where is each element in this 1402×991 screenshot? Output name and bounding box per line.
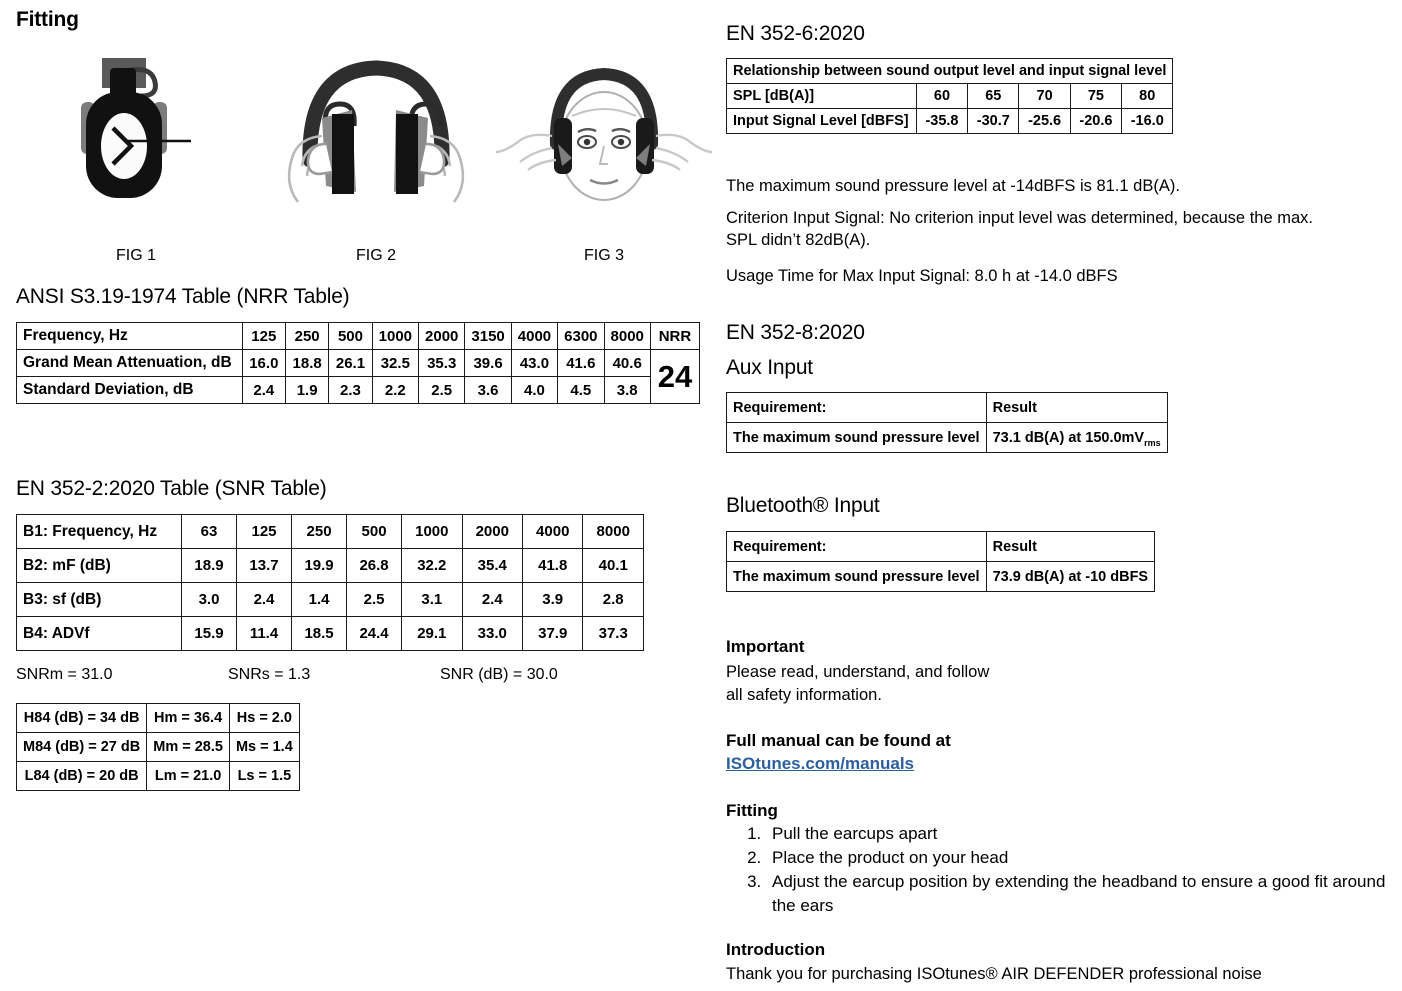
table-cell: 60 xyxy=(916,84,967,109)
bt-row-result: 73.9 dB(A) at -10 dBFS xyxy=(986,562,1155,592)
figure-3-caption: FIG 3 xyxy=(583,247,624,264)
table-cell: 40.6 xyxy=(604,350,650,377)
aux-col-requirement: Requirement: xyxy=(727,393,987,423)
introduction-heading: Introduction xyxy=(726,940,826,959)
table-cell: 3.8 xyxy=(604,377,650,404)
en352-6-row-label: Input Signal Level [dBFS] xyxy=(727,109,917,134)
table-cell: 4.0 xyxy=(511,377,557,404)
figure-1-caption: FIG 1 xyxy=(115,247,156,264)
table-cell: 70 xyxy=(1019,84,1070,109)
table-row xyxy=(727,59,1173,84)
table-cell: 3.6 xyxy=(465,377,511,404)
table-cell: 125 xyxy=(237,515,292,549)
snr-summary-row xyxy=(16,666,644,692)
table-cell: 3150 xyxy=(465,323,511,350)
table-row xyxy=(727,84,1173,109)
table-row xyxy=(727,423,1168,453)
usage-time-note: Usage Time for Max Input Signal: 8.0 h at -14.0 dBFS xyxy=(726,267,1118,285)
table-cell: 80 xyxy=(1122,84,1173,109)
table-row xyxy=(727,562,1155,592)
table-cell: 1000 xyxy=(372,323,418,350)
important-line-2: all safety information. xyxy=(726,686,882,704)
table-cell: Hs = 2.0 xyxy=(229,704,299,733)
fitting-heading-right: Fitting xyxy=(726,801,778,820)
table-cell: 2.3 xyxy=(329,377,372,404)
table-cell: Lm = 21.0 xyxy=(147,762,230,791)
snr-db-value: SNR (dB) = 30.0 xyxy=(440,666,558,683)
hml-table xyxy=(16,703,300,791)
aux-row-result xyxy=(986,423,1167,453)
table-row xyxy=(17,733,300,762)
figure-2 xyxy=(266,40,486,265)
table-row xyxy=(17,762,300,791)
table-cell: 500 xyxy=(329,323,372,350)
snr-row-label: B4: ADVf xyxy=(17,617,182,651)
full-manual-heading: Full manual can be found at xyxy=(726,731,951,750)
table-cell: 29.1 xyxy=(402,617,462,651)
aux-result-subscript: rms xyxy=(1144,437,1161,448)
table-row xyxy=(17,377,700,404)
figure-row xyxy=(16,40,716,265)
table-cell: 18.8 xyxy=(285,350,328,377)
aux-input-heading: Aux Input xyxy=(726,356,813,379)
table-cell: 26.8 xyxy=(347,549,402,583)
table-row xyxy=(17,549,644,583)
table-cell: 1000 xyxy=(402,515,462,549)
en352-6-table xyxy=(726,58,1173,134)
table-cell: 13.7 xyxy=(237,549,292,583)
nrr-value: 24 xyxy=(650,350,699,404)
snr-table xyxy=(16,514,644,651)
list-item: 1. Pull the earcups apart xyxy=(766,822,1394,846)
table-cell: 125 xyxy=(242,323,285,350)
table-cell: -16.0 xyxy=(1122,109,1173,134)
table-cell: Ls = 1.5 xyxy=(229,762,299,791)
table-row xyxy=(17,583,644,617)
aux-input-table xyxy=(726,392,1168,453)
table-cell: 250 xyxy=(292,515,347,549)
snrs-value: SNRs = 1.3 xyxy=(228,666,311,683)
earcup-front-callout-icon xyxy=(26,40,246,225)
table-cell: 11.4 xyxy=(237,617,292,651)
table-cell: -30.7 xyxy=(968,109,1019,134)
en352-6-title: EN 352-6:2020 xyxy=(726,22,865,45)
table-row xyxy=(17,515,644,549)
aux-col-result: Result xyxy=(986,393,1167,423)
table-cell: 75 xyxy=(1070,84,1121,109)
table-cell: L84 (dB) = 20 dB xyxy=(17,762,147,791)
table-row xyxy=(17,617,644,651)
table-cell: 26.1 xyxy=(329,350,372,377)
table-cell: 18.5 xyxy=(292,617,347,651)
bt-row-requirement: The maximum sound pressure level xyxy=(727,562,987,592)
fitting-steps-list xyxy=(726,822,1394,919)
table-cell: 6300 xyxy=(558,323,604,350)
table-row xyxy=(727,109,1173,134)
table-cell: 250 xyxy=(285,323,328,350)
nrr-header-cell: NRR xyxy=(650,323,699,350)
nrr-row-label: Standard Deviation, dB xyxy=(17,377,243,404)
list-item: 2. Place the product on your head xyxy=(766,846,1394,870)
nrr-row-label: Frequency, Hz xyxy=(17,323,243,350)
table-cell: 24.4 xyxy=(347,617,402,651)
table-cell: 63 xyxy=(182,515,237,549)
table-cell: 2.2 xyxy=(372,377,418,404)
table-cell: 4000 xyxy=(511,323,557,350)
hands-pulling-earcups-apart-icon xyxy=(266,40,486,225)
bt-col-requirement: Requirement: xyxy=(727,532,987,562)
figure-2-caption: FIG 2 xyxy=(355,247,396,264)
table-cell: 35.3 xyxy=(419,350,465,377)
table-cell: 15.9 xyxy=(182,617,237,651)
snr-row-label: B3: sf (dB) xyxy=(17,583,182,617)
table-cell: 3.1 xyxy=(402,583,462,617)
table-row xyxy=(727,532,1155,562)
figure-1 xyxy=(26,40,246,265)
bluetooth-input-heading: Bluetooth® Input xyxy=(726,494,880,517)
nrr-table-title: ANSI S3.19-1974 Table (NRR Table) xyxy=(16,285,350,308)
table-cell: 1.4 xyxy=(292,583,347,617)
aux-row-requirement: The maximum sound pressure level xyxy=(727,423,987,453)
figure-3 xyxy=(494,40,714,265)
table-row xyxy=(17,704,300,733)
table-cell: 19.9 xyxy=(292,549,347,583)
snr-row-label: B2: mF (dB) xyxy=(17,549,182,583)
table-cell: 2.4 xyxy=(462,583,522,617)
table-cell: M84 (dB) = 27 dB xyxy=(17,733,147,762)
en352-8-title: EN 352-8:2020 xyxy=(726,321,865,344)
table-cell: 16.0 xyxy=(242,350,285,377)
table-cell: 41.6 xyxy=(558,350,604,377)
table-cell: 35.4 xyxy=(462,549,522,583)
table-cell: Mm = 28.5 xyxy=(147,733,230,762)
table-cell: 32.2 xyxy=(402,549,462,583)
snrm-value: SNRm = 31.0 xyxy=(16,666,113,683)
bluetooth-input-table xyxy=(726,531,1155,592)
table-row xyxy=(17,350,700,377)
manual-link[interactable]: ISOtunes.com/manuals xyxy=(726,754,914,773)
table-cell: 32.5 xyxy=(372,350,418,377)
table-cell: 40.1 xyxy=(583,549,644,583)
table-cell: 37.3 xyxy=(583,617,644,651)
table-cell: 1.9 xyxy=(285,377,328,404)
table-cell: Ms = 1.4 xyxy=(229,733,299,762)
table-cell: 33.0 xyxy=(462,617,522,651)
table-cell: 3.9 xyxy=(523,583,583,617)
table-cell: 65 xyxy=(968,84,1019,109)
table-cell: 500 xyxy=(347,515,402,549)
fitting-heading-left: Fitting xyxy=(16,8,79,31)
head-wearing-earmuffs-icon xyxy=(494,40,714,225)
table-cell: 18.9 xyxy=(182,549,237,583)
table-row xyxy=(727,393,1168,423)
table-cell: 37.9 xyxy=(523,617,583,651)
nrr-table xyxy=(16,322,700,404)
table-cell: 39.6 xyxy=(465,350,511,377)
table-cell: -20.6 xyxy=(1070,109,1121,134)
criterion-input-note: Criterion Input Signal: No criterion input level was determined, because the max. SPL didn’t 82dB(A). xyxy=(726,209,1313,250)
table-cell: 2.4 xyxy=(237,583,292,617)
table-cell: 2.5 xyxy=(419,377,465,404)
table-cell: H84 (dB) = 34 dB xyxy=(17,704,147,733)
table-cell: -35.8 xyxy=(916,109,967,134)
introduction-text: Thank you for purchasing ISOtunes® AIR DEFENDER professional noise xyxy=(726,965,1262,983)
en352-6-table-title: Relationship between sound output level and input signal level xyxy=(727,59,1173,84)
important-heading: Important xyxy=(726,637,805,656)
max-spl-note: The maximum sound pressure level at -14dBFS is 81.1 dB(A). xyxy=(726,177,1180,195)
table-cell: 2.8 xyxy=(583,583,644,617)
table-cell: 2.4 xyxy=(242,377,285,404)
en352-6-row-label: SPL [dB(A)] xyxy=(727,84,917,109)
table-cell: 2000 xyxy=(462,515,522,549)
snr-table-title: EN 352-2:2020 Table (SNR Table) xyxy=(16,477,327,500)
table-cell: Hm = 36.4 xyxy=(147,704,230,733)
list-item: 3. Adjust the earcup position by extending the headband to ensure a good fit around the ears xyxy=(766,870,1394,918)
aux-result-main: 73.1 dB(A) at 150.0mV xyxy=(992,429,1145,446)
table-cell: 8000 xyxy=(604,323,650,350)
table-cell: 2000 xyxy=(419,323,465,350)
table-cell: 41.8 xyxy=(523,549,583,583)
table-cell: 43.0 xyxy=(511,350,557,377)
table-cell: -25.6 xyxy=(1019,109,1070,134)
table-cell: 8000 xyxy=(583,515,644,549)
table-row xyxy=(17,323,700,350)
bt-col-result: Result xyxy=(986,532,1155,562)
snr-row-label: B1: Frequency, Hz xyxy=(17,515,182,549)
important-line-1: Please read, understand, and follow xyxy=(726,663,990,681)
table-cell: 3.0 xyxy=(182,583,237,617)
nrr-row-label: Grand Mean Attenuation, dB xyxy=(17,350,243,377)
table-cell: 4000 xyxy=(523,515,583,549)
table-cell: 4.5 xyxy=(558,377,604,404)
table-cell: 2.5 xyxy=(347,583,402,617)
